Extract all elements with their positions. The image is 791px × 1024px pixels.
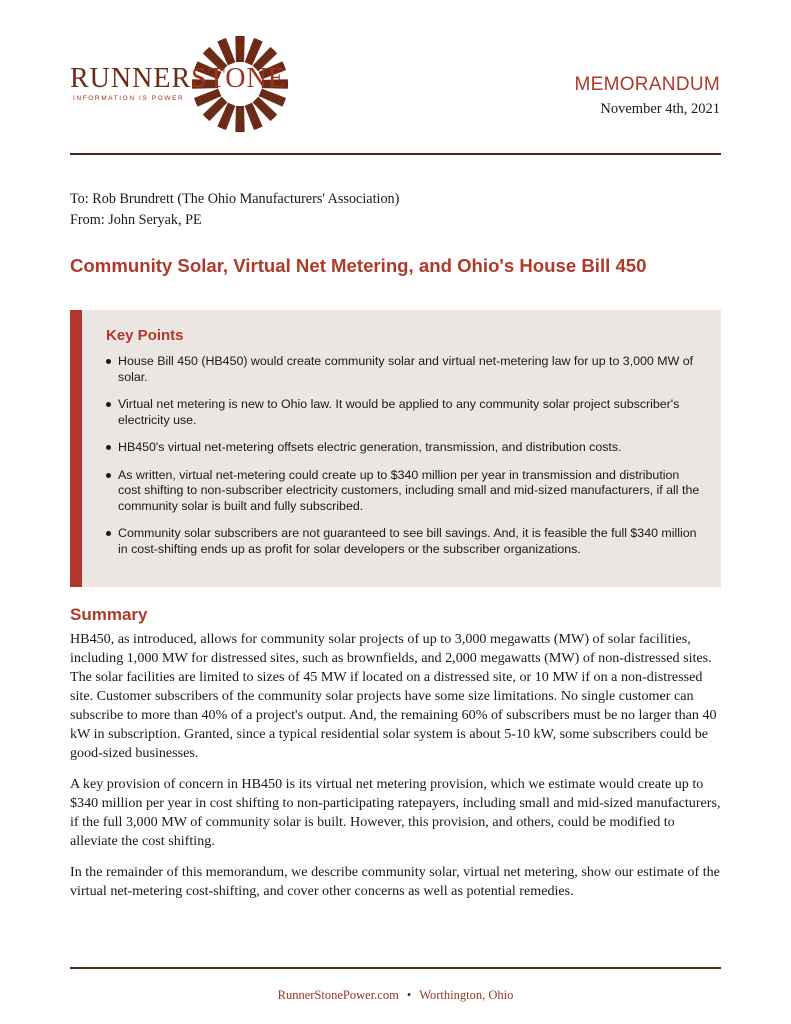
footer-website: RunnerStonePower.com (277, 988, 399, 1002)
key-point-item: HB450's virtual net-metering offsets electric generation, transmission, and distribution costs. (104, 440, 704, 456)
summary-body (70, 630, 721, 913)
logo-word-left: RUNNER (70, 63, 192, 94)
key-point-item: Community solar subscribers are not guaranteed to see bill savings. And, it is feasible the full $340 million in cost-shifting ends up as profit for solar developers or the subscriber organizations. (104, 526, 704, 557)
logo-ray (237, 106, 242, 132)
memo-date: November 4th, 2021 (600, 101, 720, 117)
footer (0, 988, 791, 1003)
summary-paragraph: A key provision of concern in HB450 is its virtual net metering provision, which we estimate would create up to $340 million per year in cost shifting to non-participating ratepayers, including small and mid-sized manufacturers, if the full 3,000 MW of community solar is built. However, this provision, and others, could be modified to alleviate the cost shifting. (70, 776, 721, 849)
summary-paragraph: HB450, as introduced, allows for community solar projects of up to 3,000 megawatts (MW) of solar facilities, including 1,000 MW for distressed sites, such as brownfields, and 2,000 megawatts (MW) of non-distressed sites. The solar facilities are limited to sizes of 45 MW if located on a distressed site, or 10 MW if on a non-distressed site. Customer subscribers of the community solar projects have some size limitations. No single customer can subscribe to more than 40% of a project's output. And, the remaining 60% of subscribers must be no larger than 40 kW in subscription. Granted, since a typical residential solar system is about 5-10 kW, some subscribers could be good-sized businesses. (70, 631, 717, 761)
header-divider (70, 153, 721, 155)
key-points-heading: Key Points (106, 327, 184, 344)
key-points-box (70, 310, 721, 587)
summary-heading: Summary (70, 605, 148, 624)
logo-word-right: STONE (191, 63, 286, 94)
footer-divider (70, 967, 721, 969)
key-point-item: As written, virtual net-metering could create up to $340 million per year in transmission and distribution cost shifting to non-subscriber electricity customers, including small and mid-sized manufacturers, if all the community solar is built and fully subscribed. (104, 468, 704, 515)
footer-location: Worthington, Ohio (419, 988, 514, 1002)
from-line: From: John Seryak, PE (70, 212, 202, 228)
summary-paragraph: In the remainder of this memorandum, we describe community solar, virtual net metering, show our estimate of the virtual net-metering cost-shifting, and cover other concerns as well as potential remedies. (70, 864, 720, 899)
key-points-list (104, 354, 704, 569)
logo-tagline: INFORMATION IS POWER (73, 95, 185, 102)
key-point-item: Virtual net metering is new to Ohio law. It would be applied to any community solar project subscriber's electricity use. (104, 397, 704, 428)
addressing-block (70, 189, 399, 231)
to-line: To: Rob Brundrett (The Ohio Manufacturers' Association) (70, 191, 400, 207)
footer-separator: • (406, 988, 412, 1002)
company-logo (70, 34, 290, 134)
memo-title: Community Solar, Virtual Net Metering, and Ohio's House Bill 450 (70, 255, 647, 276)
logo-wordmark (70, 65, 286, 93)
logo-ray (237, 36, 242, 62)
key-point-item: House Bill 450 (HB450) would create community solar and virtual net-metering law for up to 3,000 MW of solar. (104, 354, 704, 385)
memorandum-label: MEMORANDUM (574, 74, 720, 95)
